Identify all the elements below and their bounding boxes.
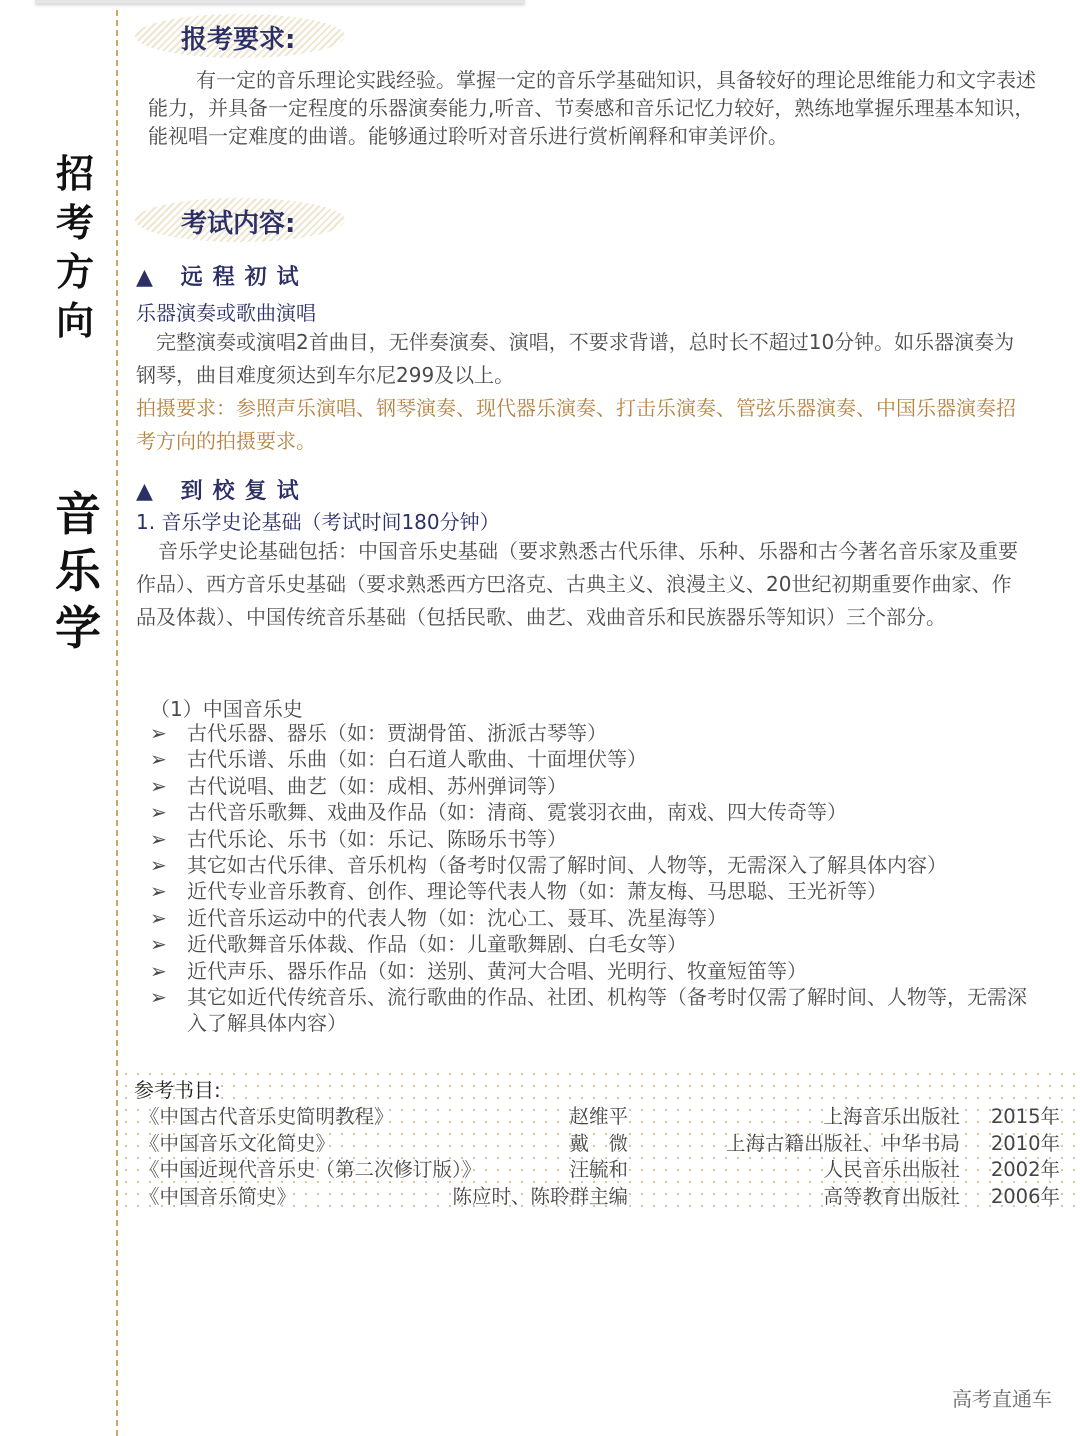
reference-row [140, 1128, 1060, 1154]
book-publisher: 上海音乐出版社 [823, 1105, 960, 1128]
major-label: 音乐学 [55, 487, 101, 655]
reference-row [140, 1154, 1060, 1180]
arrow-bullet-icon: ➢ [150, 826, 167, 851]
remote-subtitle: 乐器演奏或歌曲演唱 [136, 301, 316, 325]
history-topic-list [150, 720, 1040, 1037]
list-item [150, 852, 1040, 878]
list-item-text: 古代乐论、乐书（如：乐记、陈旸乐书等） [187, 826, 567, 851]
book-author: 陈应时、陈聆群主编 [452, 1184, 628, 1208]
list-item-text: 古代乐谱、乐曲（如：白石道人歌曲、十面埋伏等） [187, 747, 647, 772]
list-item [150, 720, 1040, 746]
list-item [150, 826, 1040, 852]
arrow-bullet-icon: ➢ [150, 932, 167, 957]
list-item-text: 近代歌舞音乐体裁、作品（如：儿童歌舞剧、白毛女等） [187, 932, 687, 957]
list-item-text: 其它如古代乐律、音乐机构（备考时仅需了解时间、人物等，无需深入了解具体内容） [187, 853, 947, 878]
list-item [150, 984, 1040, 1037]
book-title: 《中国近现代音乐史（第二次修订版）》 [140, 1158, 482, 1181]
top-shadow-bar [35, 0, 525, 3]
book-publisher: 高等教育出版社 [823, 1184, 960, 1208]
arrow-bullet-icon: ➢ [150, 721, 167, 745]
list-item [150, 746, 1040, 772]
list-item [150, 773, 1040, 799]
list-title: （1）中国音乐史 [150, 697, 303, 721]
arrow-bullet-icon: ➢ [150, 985, 167, 1010]
requirements-heading: 报考要求: [181, 25, 296, 55]
arrow-bullet-icon: ➢ [150, 958, 167, 983]
book-author: 赵维平 [569, 1105, 628, 1128]
exam-heading: 考试内容: [181, 209, 296, 239]
arrow-bullet-icon: ➢ [150, 773, 167, 798]
book-author: 汪毓和 [569, 1158, 628, 1181]
list-item [150, 905, 1040, 931]
book-title: 《中国音乐简史》 [140, 1184, 297, 1208]
list-item-text: 近代音乐运动中的代表人物（如：沈心工、聂耳、冼星海等） [187, 905, 727, 930]
book-publisher: 上海古籍出版社、中华书局 [725, 1131, 960, 1155]
list-item [150, 958, 1040, 984]
arrow-bullet-icon: ➢ [150, 853, 167, 878]
book-title: 《中国音乐文化简史》 [140, 1131, 336, 1155]
reference-row [140, 1181, 1060, 1207]
watermark: 高考直通车 [952, 1387, 1052, 1411]
requirements-text: 有一定的音乐理论实践经验。掌握一定的音乐学基础知识，具备较好的理论思维能力和文字表述能力，并具备一定程度的乐器演奏能力,听音、节奏感和音乐记忆力较好，熟练地掌握乐理基本知识，能视唱一定难度的曲谱。能够通过聆听对音乐进行赏析阐释和审美评价。 [148, 68, 1036, 148]
list-item [150, 878, 1040, 904]
list-item [150, 931, 1040, 957]
references-title: 参考书目: [134, 1078, 221, 1102]
onsite-text: 音乐学史论基础包括：中国音乐史基础（要求熟悉古代乐律、乐种、乐器和古今著名音乐家及重要作品）、西方音乐史基础（要求熟悉西方巴洛克、古典主义、浪漫主义、20世纪初期重要作曲家、作品及体裁）、中国传统音乐基础（包括民歌、曲艺、戏曲音乐和民族器乐等知识）三个部分。 [136, 539, 1018, 629]
book-year: 2006年 [990, 1184, 1060, 1208]
direction-label: 招考方向 [55, 152, 94, 343]
remote-title: ▲ 远程初试 [136, 265, 309, 290]
book-author: 戴 微 [569, 1131, 628, 1155]
list-item-text: 古代乐器、器乐（如：贾湖骨笛、浙派古琴等） [187, 721, 607, 745]
arrow-bullet-icon: ➢ [150, 905, 167, 930]
filming-requirements: 拍摄要求：参照声乐演唱、钢琴演奏、现代器乐演奏、打击乐演奏、管弦乐器演奏、中国乐器演奏招考方向的拍摄要求。 [136, 396, 1016, 453]
onsite-title: ▲ 到校复试 [136, 479, 309, 504]
remote-text: 完整演奏或演唱2首曲目，无伴奏演奏、演唱，不要求背谱，总时长不超过10分钟。如乐器演奏为钢琴，曲目难度须达到车尔尼299及以上。 [136, 330, 1015, 387]
list-item-text: 古代音乐歌舞、戏曲及作品（如：清商、霓裳羽衣曲，南戏、四大传奇等） [187, 800, 847, 825]
book-title: 《中国古代音乐史简明教程》 [140, 1105, 394, 1128]
book-year: 2010年 [990, 1131, 1060, 1155]
list-item-text: 近代声乐、器乐作品（如：送别、黄河大合唱、光明行、牧童短笛等） [187, 958, 807, 983]
book-year: 2015年 [990, 1105, 1060, 1128]
list-item-text: 古代说唱、曲艺（如：成相、苏州弹词等） [187, 773, 567, 798]
list-item-text: 其它如近代传统音乐、流行歌曲的作品、社团、机构等（备考时仅需了解时间、人物等，无需深入了解具体内容） [187, 985, 1027, 1036]
dashed-divider [116, 10, 118, 1436]
exam-heading-badge [135, 198, 345, 242]
list-item-text: 近代专业音乐教育、创作、理论等代表人物（如：萧友梅、马思聪、王光祈等） [187, 879, 887, 904]
references-box [120, 1068, 1080, 1214]
book-publisher: 人民音乐出版社 [823, 1158, 960, 1181]
reference-row [140, 1101, 1060, 1127]
onsite-subtitle: 1. 音乐学史论基础（考试时间180分钟） [136, 510, 500, 534]
list-item [150, 799, 1040, 825]
book-year: 2002年 [990, 1158, 1060, 1181]
requirements-heading-badge [135, 14, 345, 58]
arrow-bullet-icon: ➢ [150, 879, 167, 904]
arrow-bullet-icon: ➢ [150, 800, 167, 825]
arrow-bullet-icon: ➢ [150, 747, 167, 772]
